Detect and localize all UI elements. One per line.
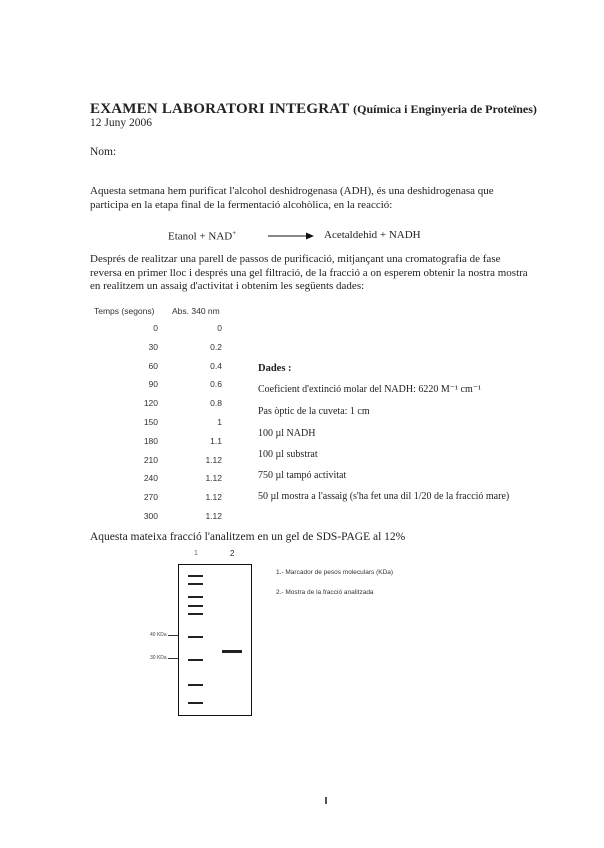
mw-label-30kda: 30 KDa <box>150 655 167 661</box>
dades-item: Coeficient d'extinció molar del NADH: 6220 M⁻¹ cm⁻¹ <box>258 384 482 395</box>
reaction-reactants <box>168 229 236 243</box>
table-cell-time: 0 <box>153 323 158 333</box>
reaction-superscript: + <box>232 229 237 237</box>
dades-title: Dades : <box>258 363 292 374</box>
purification-paragraph: Després de realitzar una parell de passos de purificació, mitjançant una cromatografia de fase reversa en primer lloc i després una gel filtració, de la fracció a on esperem obtenir la nostra mostra en realitzem un assaig d'activitat i obtenim les següents dades: <box>90 253 528 292</box>
mw-arrow-30kda <box>168 658 178 659</box>
table-cell-abs: 0.2 <box>210 342 222 352</box>
lane-label-2: 2 <box>230 549 235 558</box>
table-cell-abs: 0.8 <box>210 398 222 408</box>
reaction-products: Acetaldehid + NADH <box>324 229 421 241</box>
marker-band <box>188 575 203 577</box>
dades-item: 50 µl mostra a l'assaig (s'ha fet una dil 1/20 de la fracció mare) <box>258 491 510 502</box>
reaction-arrow-icon <box>268 231 314 241</box>
gel-intro: Aquesta mateixa fracció l'analitzem en un gel de SDS-PAGE al 12% <box>90 531 406 543</box>
table-cell-time: 240 <box>143 473 158 483</box>
table-cell-abs: 1.12 <box>205 492 222 502</box>
marker-band <box>188 684 203 686</box>
name-label: Nom: <box>90 146 117 158</box>
exam-title <box>90 101 537 118</box>
intro-paragraph: Aquesta setmana hem purificat l'alcohol deshidrogenasa (ADH), és una deshidrogenasa que participa en la etapa final de la fermentació alcohòlica, en la reacció: <box>90 185 494 211</box>
table-cell-abs: 1.12 <box>205 473 222 483</box>
marker-band <box>188 659 203 661</box>
table-cell-abs: 0.4 <box>210 361 222 371</box>
marker-band <box>188 583 203 585</box>
exam-title-main: EXAMEN LABORATORI INTEGRAT <box>90 101 350 117</box>
dades-item: 100 µl substrat <box>258 449 318 460</box>
reaction-reactants-text: Etanol + NAD <box>168 230 233 243</box>
table-cell-time: 90 <box>148 379 158 389</box>
marker-band <box>188 636 203 638</box>
table-cell-time: 180 <box>143 436 158 446</box>
scan-speck <box>325 797 327 804</box>
marker-band <box>188 596 203 598</box>
gel-legend-1: 1.- Marcador de pesos moleculars (KDa) <box>276 569 394 576</box>
table-cell-time: 60 <box>148 361 158 371</box>
mw-arrow-40kda <box>168 635 178 636</box>
table-cell-time: 210 <box>143 455 158 465</box>
table-header-abs: Abs. 340 nm <box>172 306 220 316</box>
dades-item: Pas òptic de la cuveta: 1 cm <box>258 406 370 417</box>
marker-band <box>188 605 203 607</box>
dades-item: 750 µl tampó activitat <box>258 470 347 481</box>
table-cell-abs: 0 <box>217 323 222 333</box>
table-cell-time: 150 <box>143 417 158 427</box>
table-cell-time: 270 <box>143 492 158 502</box>
sample-band <box>222 650 242 653</box>
lane-label-1: 1 <box>194 550 198 557</box>
table-header-time: Temps (segons) <box>94 306 155 316</box>
mw-label-40kda: 40 KDa <box>150 632 167 638</box>
table-cell-time: 300 <box>143 511 158 521</box>
exam-title-subject: (Química i Enginyeria de Proteïnes) <box>353 102 537 116</box>
table-cell-abs: 1.1 <box>210 436 222 446</box>
table-cell-abs: 1.12 <box>205 511 222 521</box>
table-cell-time: 120 <box>143 398 158 408</box>
sds-page-gel <box>178 564 252 716</box>
table-cell-abs: 1 <box>217 417 222 427</box>
table-cell-abs: 1.12 <box>205 455 222 465</box>
table-cell-time: 30 <box>148 342 158 352</box>
table-cell-abs: 0.6 <box>210 379 222 389</box>
marker-band <box>188 702 203 704</box>
dades-item: 100 µl NADH <box>258 428 316 439</box>
exam-date: 12 Juny 2006 <box>90 117 152 129</box>
gel-legend-2: 2.- Mostra de la fracció analitzada <box>276 589 374 596</box>
marker-band <box>188 613 203 615</box>
